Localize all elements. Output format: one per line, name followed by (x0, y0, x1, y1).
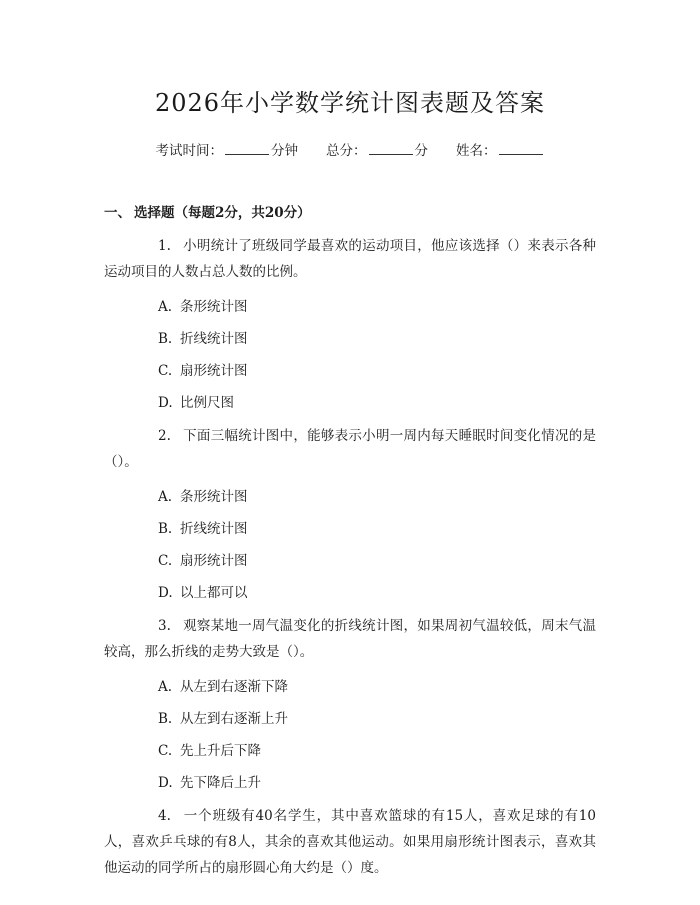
option-letter: A. (158, 299, 173, 315)
question-3-options (104, 677, 596, 793)
option-text: 从左到右逐渐下降 (180, 679, 288, 695)
option-letter: C. (158, 363, 173, 379)
option-text: 折线统计图 (180, 331, 248, 347)
option-b (104, 709, 596, 729)
option-text: 先下降后上升 (180, 775, 261, 791)
question-text: 下面三幅统计图中，能够表示小明一周内每天睡眠时间变化情况的是（）。 (104, 428, 596, 470)
question-text: 小明统计了班级同学最喜欢的运动项目，他应该选择（）来表示各种运动项目的人数占总人数的比例。 (104, 238, 596, 280)
option-letter: B. (158, 711, 173, 727)
student-name-label: 姓名： (456, 143, 497, 159)
question-1 (104, 233, 596, 285)
option-a (104, 677, 596, 697)
option-text: 扇形统计图 (180, 553, 248, 569)
exam-time-label: 考试时间： (155, 143, 223, 159)
option-d (104, 773, 596, 793)
question-2-options (104, 487, 596, 603)
option-c (104, 741, 596, 761)
page-title: 2026年小学数学统计图表题及答案 (154, 89, 546, 117)
total-score-label: 总分： (326, 143, 367, 159)
question-number: 1. (158, 238, 171, 254)
option-text: 以上都可以 (180, 585, 248, 601)
option-letter: B. (158, 331, 173, 347)
option-text: 条形统计图 (180, 489, 248, 505)
total-score-unit: 分 (414, 143, 428, 159)
option-letter: A. (158, 679, 173, 695)
question-1-options (104, 297, 596, 413)
option-text: 折线统计图 (180, 521, 248, 537)
question-number: 2. (158, 428, 171, 444)
option-letter: B. (158, 521, 173, 537)
question-text: 一个班级有40名学生，其中喜欢篮球的有15人，喜欢足球的有10人，喜欢乒乓球的有8人，其余的喜欢其他运动。如果用扇形统计图表示，喜欢其他运动的同学所占的扇形圆心角大约是（）度。 (104, 808, 596, 876)
option-letter: C. (158, 553, 173, 569)
option-c (104, 361, 596, 381)
exam-info-line (104, 140, 596, 161)
option-a (104, 297, 596, 317)
exam-time-unit: 分钟 (271, 143, 298, 159)
option-text: 比例尺图 (180, 395, 234, 411)
option-letter: C. (158, 743, 173, 759)
option-b (104, 519, 596, 539)
total-score-blank (369, 140, 413, 155)
total-score-info (326, 140, 428, 161)
option-letter: D. (158, 775, 173, 791)
question-2 (104, 423, 596, 475)
exam-time-info (156, 140, 299, 161)
question-3 (104, 613, 596, 665)
section-number: 一、 (104, 205, 131, 221)
option-a (104, 487, 596, 507)
option-letter: A. (158, 489, 173, 505)
option-c (104, 551, 596, 571)
section-heading (104, 203, 596, 223)
question-number: 4. (158, 808, 171, 824)
option-b (104, 329, 596, 349)
question-4 (104, 803, 596, 881)
option-text: 扇形统计图 (180, 363, 248, 379)
option-text: 先上升后下降 (180, 743, 261, 759)
student-name-blank (499, 140, 543, 155)
student-name-info (456, 140, 545, 161)
option-text: 从左到右逐渐上升 (180, 711, 288, 727)
exam-time-blank (225, 140, 269, 155)
option-letter: D. (158, 585, 173, 601)
option-d (104, 393, 596, 413)
section-title: 选择题（每题2分，共20分） (134, 205, 311, 221)
question-number: 3. (158, 618, 171, 634)
option-letter: D. (158, 395, 173, 411)
option-text: 条形统计图 (180, 299, 248, 315)
option-d (104, 583, 596, 603)
question-text: 观察某地一周气温变化的折线统计图，如果周初气温较低，周末气温较高，那么折线的走势大致是（）。 (104, 618, 596, 660)
